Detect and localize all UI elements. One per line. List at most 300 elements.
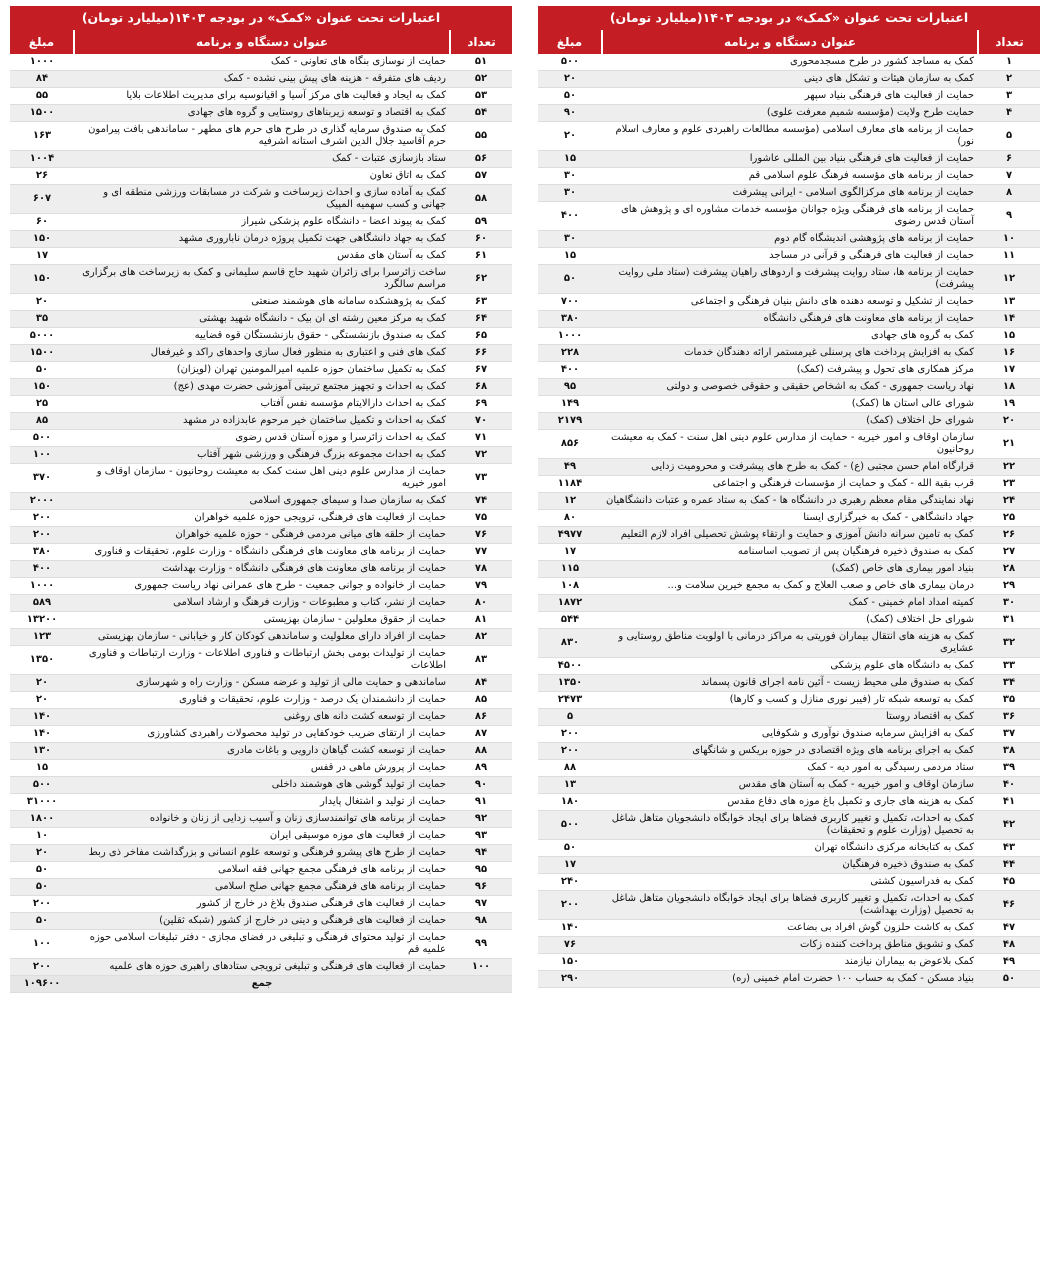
table-row [10, 930, 512, 959]
table-row [538, 920, 1040, 937]
row-count: ۱۶ [978, 345, 1040, 362]
table-row [10, 362, 512, 379]
row-count: ۹۸ [450, 913, 512, 930]
right-table-body [538, 54, 1040, 988]
row-amount: ۱۸۷۲ [538, 595, 602, 612]
row-count: ۲۷ [978, 544, 1040, 561]
row-title: کمک به هزینه های انتقال بیماران فوریتی به مراکز درمانی با اولویت مناطق روستایی و عشایری [602, 629, 978, 658]
row-count: ۸۶ [450, 709, 512, 726]
row-amount: ۸۵ [10, 413, 74, 430]
row-amount: ۱۲۳ [10, 629, 74, 646]
row-title: کمک به دانشگاه های علوم پزشکی [602, 658, 978, 675]
row-amount: ۱۸۰ [538, 794, 602, 811]
table-row [10, 71, 512, 88]
table-row [10, 527, 512, 544]
row-title: ستاد بازسازی عتبات - کمک [74, 151, 450, 168]
table-row [538, 777, 1040, 794]
row-amount: ۵۸۹ [10, 595, 74, 612]
row-title: درمان بیماری های خاص و صعب العلاج و کمک به مجمع خیرین سلامت و... [602, 578, 978, 595]
row-count: ۵۰ [978, 971, 1040, 988]
row-count: ۶۲ [450, 265, 512, 294]
table-row [538, 658, 1040, 675]
row-title: حمایت از برنامه های معاونت های فرهنگی دانشگاه [602, 311, 978, 328]
total-spacer [450, 976, 512, 993]
row-title: حمایت از فعالیت های فرهنگی و تبلیغی ترویجی ستادهای راهبری حوزه های علمیه [74, 959, 450, 976]
row-count: ۷۴ [450, 493, 512, 510]
row-amount: ۸۸ [538, 760, 602, 777]
row-title: کمک به صندوق ملی محیط زیست - آئین نامه اجرای قانون پسماند [602, 675, 978, 692]
row-amount: ۳۵ [10, 311, 74, 328]
row-title: ساخت زائرسرا برای زائران شهید حاج قاسم سلیمانی و کمک به زیرساخت های برگزاری مراسم سالگرد [74, 265, 450, 294]
table-row [10, 88, 512, 105]
row-count: ۵۶ [450, 151, 512, 168]
row-amount: ۴۹۷۷ [538, 527, 602, 544]
row-title: کمک و تشویق مناطق پرداخت کننده زکات [602, 937, 978, 954]
row-count: ۳۴ [978, 675, 1040, 692]
row-amount: ۱۴۰ [538, 920, 602, 937]
row-amount: ۱۰ [10, 828, 74, 845]
table-row [10, 646, 512, 675]
row-count: ۲۸ [978, 561, 1040, 578]
table-row [10, 629, 512, 646]
row-amount: ۵۰ [538, 88, 602, 105]
row-amount: ۸۰ [538, 510, 602, 527]
table-row [10, 811, 512, 828]
row-title: حمایت از برنامه های پژوهشی اندیشگاه گام دوم [602, 231, 978, 248]
row-amount: ۲۰۰ [10, 527, 74, 544]
row-amount: ۱۰۰ [10, 447, 74, 464]
header-amount: مبلغ [10, 30, 74, 54]
row-amount: ۱۱۵ [538, 561, 602, 578]
row-title: بنیاد امور بیماری های خاص (کمک) [602, 561, 978, 578]
row-amount: ۱۵۰ [10, 379, 74, 396]
header-title: عنوان دستگاه و برنامه [602, 30, 978, 54]
table-row [538, 476, 1040, 493]
row-count: ۹۶ [450, 879, 512, 896]
table-row [538, 294, 1040, 311]
row-amount: ۵۰ [538, 265, 602, 294]
row-title: کمک به جهاد دانشگاهی جهت تکمیل پروژه درمان ناباروری مشهد [74, 231, 450, 248]
left-table [10, 6, 512, 993]
table-row [538, 629, 1040, 658]
row-title: حمایت از تولید و اشتغال پایدار [74, 794, 450, 811]
row-count: ۱۱ [978, 248, 1040, 265]
row-count: ۴۰ [978, 777, 1040, 794]
table-row [538, 413, 1040, 430]
left-table-header-row [10, 30, 512, 54]
table-row [538, 379, 1040, 396]
row-title: کمک به فدراسیون کشتی [602, 874, 978, 891]
row-amount: ۲۴۰ [538, 874, 602, 891]
right-table-header-row [538, 30, 1040, 54]
table-row [10, 510, 512, 527]
header-title: عنوان دستگاه و برنامه [74, 30, 450, 54]
row-amount: ۵۰۰ [10, 430, 74, 447]
row-count: ۵۲ [450, 71, 512, 88]
table-row [10, 612, 512, 629]
table-row [538, 692, 1040, 709]
row-title: حمایت از حقوق معلولین - سازمان بهزیستی [74, 612, 450, 629]
row-amount: ۱۴۰ [10, 709, 74, 726]
row-count: ۶۴ [450, 311, 512, 328]
row-title: حمایت از برنامه ها، ستاد روایت پیشرفت و اردوهای راهیان پیشرفت (ستاد ملی روایت پیشرفت) [602, 265, 978, 294]
row-count: ۵۹ [450, 214, 512, 231]
row-amount: ۱۰۰۴ [10, 151, 74, 168]
table-row [10, 709, 512, 726]
row-amount: ۲۰ [10, 692, 74, 709]
row-title: کمک به کاشت حلزون گوش افراد بی بضاعت [602, 920, 978, 937]
row-amount: ۱۳۵۰ [538, 675, 602, 692]
row-title: کمک به احداث، تکمیل و تغییر کاربری فضاها برای ایجاد خوابگاه دانشجویان متاهل شاغل به تحصیل (وزارت بهداشت) [602, 891, 978, 920]
row-amount: ۴۰۰ [10, 561, 74, 578]
row-amount: ۹۰ [538, 105, 602, 122]
row-title: شورای حل اختلاف (کمک) [602, 612, 978, 629]
row-amount: ۱۰۰ [10, 930, 74, 959]
row-title: کمک به صندوق بازنشستگی - حقوق بازنشستگان قوه قضاییه [74, 328, 450, 345]
row-count: ۹۵ [450, 862, 512, 879]
row-count: ۷۲ [450, 447, 512, 464]
row-amount: ۵۰ [10, 879, 74, 896]
row-count: ۴۳ [978, 840, 1040, 857]
row-count: ۲۶ [978, 527, 1040, 544]
row-count: ۶۶ [450, 345, 512, 362]
total-label: جمع [74, 976, 450, 993]
row-amount: ۸۴ [10, 71, 74, 88]
row-count: ۵ [978, 122, 1040, 151]
row-amount: ۷۶ [538, 937, 602, 954]
row-count: ۳۹ [978, 760, 1040, 777]
table-row [10, 328, 512, 345]
row-count: ۴۶ [978, 891, 1040, 920]
row-count: ۷۰ [450, 413, 512, 430]
table-row [10, 777, 512, 794]
row-amount: ۱۷ [538, 857, 602, 874]
row-count: ۱ [978, 54, 1040, 71]
table-row [10, 794, 512, 811]
table-row [10, 105, 512, 122]
table-row [538, 857, 1040, 874]
table-row [10, 54, 512, 71]
row-title: حمایت از فعالیت های فرهنگی صندوق بلاغ در خارج از کشور [74, 896, 450, 913]
table-row [538, 493, 1040, 510]
table-row [538, 954, 1040, 971]
row-title: حمایت از برنامه های مؤسسه فرهنگ علوم اسلامی قم [602, 168, 978, 185]
table-row [538, 168, 1040, 185]
row-title: کمک به اقتصاد و توسعه زیربناهای روستایی و گروه های جهادی [74, 105, 450, 122]
row-amount: ۳۰ [538, 231, 602, 248]
row-count: ۹۷ [450, 896, 512, 913]
table-row [10, 959, 512, 976]
row-amount: ۲۹۰ [538, 971, 602, 988]
row-title: جهاد دانشگاهی - کمک به خبرگزاری ایسنا [602, 510, 978, 527]
row-title: حمایت از فعالیت های فرهنگی، ترویجی حوزه علمیه خواهران [74, 510, 450, 527]
table-row [538, 726, 1040, 743]
header-amount: مبلغ [538, 30, 602, 54]
table-row [10, 151, 512, 168]
row-amount: ۵۰ [10, 913, 74, 930]
table-row [538, 459, 1040, 476]
table-row [10, 168, 512, 185]
row-count: ۷۹ [450, 578, 512, 595]
row-title: قرب بقیة الله - کمک و حمایت از مؤسسات فرهنگی و اجتماعی [602, 476, 978, 493]
row-count: ۲۳ [978, 476, 1040, 493]
row-title: حمایت از دانشمندان یک درصد - وزارت علوم، تحقیقات و فناوری [74, 692, 450, 709]
row-count: ۹ [978, 202, 1040, 231]
row-amount: ۱۳۰ [10, 743, 74, 760]
row-amount: ۵۰ [538, 840, 602, 857]
row-count: ۲۰ [978, 413, 1040, 430]
right-table-title: اعتبارات تحت عنوان «کمک» در بودجه ۱۴۰۳(میلیارد تومان) [538, 6, 1040, 30]
table-row [10, 862, 512, 879]
row-count: ۱۴ [978, 311, 1040, 328]
table-row [10, 248, 512, 265]
row-count: ۷۵ [450, 510, 512, 527]
row-title: مرکز همکاری های تحول و پیشرفت (کمک) [602, 362, 978, 379]
row-amount: ۵۴۴ [538, 612, 602, 629]
row-title: کمک به اقتصاد روستا [602, 709, 978, 726]
row-count: ۷۶ [450, 527, 512, 544]
table-row [10, 493, 512, 510]
row-amount: ۱۵ [10, 760, 74, 777]
table-row [538, 362, 1040, 379]
row-amount: ۲۰۰ [538, 743, 602, 760]
row-amount: ۱۸۰۰ [10, 811, 74, 828]
row-amount: ۳۰ [538, 168, 602, 185]
table-row [538, 595, 1040, 612]
row-amount: ۲۰۰ [538, 726, 602, 743]
row-count: ۴۵ [978, 874, 1040, 891]
table-row [10, 913, 512, 930]
row-amount: ۱۳۵۰ [10, 646, 74, 675]
table-row [538, 88, 1040, 105]
table-row [10, 345, 512, 362]
row-count: ۳۳ [978, 658, 1040, 675]
row-count: ۴۹ [978, 954, 1040, 971]
row-title: حمایت از توسعه کشت دانه های روغنی [74, 709, 450, 726]
row-amount: ۵۰ [10, 862, 74, 879]
row-amount: ۱۴۹ [538, 396, 602, 413]
table-row [10, 578, 512, 595]
row-title: نهاد ریاست جمهوری - کمک به اشخاص حقیقی و حقوقی خصوصی و دولتی [602, 379, 978, 396]
row-title: کمک های فنی و اعتباری به منظور فعال سازی واحدهای راکد و غیرفعال [74, 345, 450, 362]
table-row [10, 214, 512, 231]
table-row [10, 675, 512, 692]
table-row [10, 896, 512, 913]
row-count: ۷۳ [450, 464, 512, 493]
row-amount: ۱۰۰۰ [10, 54, 74, 71]
row-title: حمایت طرح ولایت (مؤسسه شمیم معرفت علوی) [602, 105, 978, 122]
row-title: شورای حل اختلاف (کمک) [602, 413, 978, 430]
row-title: حمایت از فعالیت های فرهنگی و قرآنی در مساجد [602, 248, 978, 265]
row-title: حمایت از فعالیت های فرهنگی بنیاد بین المللی عاشورا [602, 151, 978, 168]
table-row [538, 612, 1040, 629]
table-row [10, 879, 512, 896]
table-row [538, 840, 1040, 857]
row-amount: ۲۲۸ [538, 345, 602, 362]
row-count: ۶۰ [450, 231, 512, 248]
row-count: ۵۷ [450, 168, 512, 185]
row-count: ۶ [978, 151, 1040, 168]
table-row [538, 561, 1040, 578]
left-table-title: اعتبارات تحت عنوان «کمک» در بودجه ۱۴۰۳(میلیارد تومان) [10, 6, 512, 30]
row-amount: ۳۰ [538, 185, 602, 202]
row-amount: ۷۰۰ [538, 294, 602, 311]
row-title: حمایت از برنامه های توانمندسازی زنان و آسیب زدایی از زنان و خانواده [74, 811, 450, 828]
row-count: ۸۱ [450, 612, 512, 629]
row-amount: ۳۷۰ [10, 464, 74, 493]
row-title: حمایت از تولید محتوای فرهنگی و تبلیغی در فضای مجازی - دفتر تبلیغات اسلامی حوزه علمیه قم [74, 930, 450, 959]
row-title: کمک بلاعوض به بیماران نیازمند [602, 954, 978, 971]
row-amount: ۳۱۰۰۰ [10, 794, 74, 811]
row-count: ۶۱ [450, 248, 512, 265]
row-title: حمایت از توسعه کشت گیاهان دارویی و باغات مادری [74, 743, 450, 760]
row-title: حمایت از طرح های پیشرو فرهنگی و توسعه علوم انسانی و بزرگداشت مفاخر ذی ربط [74, 845, 450, 862]
row-title: کمک به احداث و تجهیز مجتمع تربیتی آموزشی حضرت مهدی (عج) [74, 379, 450, 396]
row-count: ۵۸ [450, 185, 512, 214]
row-amount: ۲۴۷۳ [538, 692, 602, 709]
row-amount: ۲۰ [10, 675, 74, 692]
row-amount: ۱۵۰۰ [10, 105, 74, 122]
row-amount: ۱۱۸۴ [538, 476, 602, 493]
table-row [538, 185, 1040, 202]
row-amount: ۱۵۰ [538, 954, 602, 971]
row-title: حمایت از تولید گوشی های هوشمند داخلی [74, 777, 450, 794]
table-row [10, 743, 512, 760]
row-count: ۴۴ [978, 857, 1040, 874]
row-title: کمک به ایجاد و فعالیت های مرکز آسیا و اقیانوسیه برای مدیریت اطلاعات بلایا [74, 88, 450, 105]
table-row [538, 760, 1040, 777]
row-title: سازمان اوقاف و امور خیریه - حمایت از مدارس علوم دینی اهل سنت - کمک به معیشت روحانیون [602, 430, 978, 459]
row-title: کمک به احداث مجموعه بزرگ فرهنگی و ورزشی شهر آفتاب [74, 447, 450, 464]
row-count: ۴۸ [978, 937, 1040, 954]
row-amount: ۵۰ [10, 362, 74, 379]
row-amount: ۵۰۰ [538, 54, 602, 71]
row-count: ۸۵ [450, 692, 512, 709]
table-row [538, 743, 1040, 760]
row-count: ۲۴ [978, 493, 1040, 510]
row-title: حمایت از تشکیل و توسعه دهنده های دانش بنیان فرهنگی و اجتماعی [602, 294, 978, 311]
row-title: حمایت از پرورش ماهی در قفس [74, 760, 450, 777]
row-title: کمک به مساجد کشور در طرح مسجدمحوری [602, 54, 978, 71]
row-title: کمک به احداث و تکمیل ساختمان خیر مرحوم عابدزاده در مشهد [74, 413, 450, 430]
row-title: سازمان اوقاف و امور خیریه - کمک به آستان های مقدس [602, 777, 978, 794]
table-row [10, 265, 512, 294]
row-title: کمیته امداد امام خمینی - کمک [602, 595, 978, 612]
table-row [538, 396, 1040, 413]
total-value: ۱۰۹۶۰۰ [10, 976, 74, 993]
table-row [10, 464, 512, 493]
row-title: کمک به تامین سرانه دانش آموزی و حمایت و ارتقاء پوشش تحصیلی افراد لازم التعلیم [602, 527, 978, 544]
row-title: کمک به افزایش سرمایه صندوق نوآوری و شکوفایی [602, 726, 978, 743]
row-title: حمایت از فعالیت های فرهنگی بنیاد سپهر [602, 88, 978, 105]
table-row [538, 891, 1040, 920]
row-title: کمک به اجرای برنامه های ویژه اقتصادی در حوزه بریکس و شانگهای [602, 743, 978, 760]
row-count: ۸۷ [450, 726, 512, 743]
row-amount: ۱۷ [10, 248, 74, 265]
table-row [10, 845, 512, 862]
table-row [538, 202, 1040, 231]
row-count: ۶۸ [450, 379, 512, 396]
row-amount: ۲۱۷۹ [538, 413, 602, 430]
row-amount: ۲۰ [538, 71, 602, 88]
table-row [538, 527, 1040, 544]
left-panel [10, 6, 512, 993]
row-count: ۵۵ [450, 122, 512, 151]
row-amount: ۶۰ [10, 214, 74, 231]
table-row [10, 294, 512, 311]
row-count: ۳۲ [978, 629, 1040, 658]
row-title: حمایت از برنامه های معارف اسلامی (مؤسسه مطالعات راهبردی علوم و معارف اسلام نور) [602, 122, 978, 151]
row-title: کمک به مرکز معین رشته ای ان بیک - دانشگاه شهید بهشتی [74, 311, 450, 328]
row-amount: ۱۰۰۰ [10, 578, 74, 595]
row-amount: ۶۰۷ [10, 185, 74, 214]
row-amount: ۱۳۲۰۰ [10, 612, 74, 629]
row-amount: ۲۰ [538, 122, 602, 151]
row-title: کمک به احداث دارالایتام مؤسسه نفس آفتاب [74, 396, 450, 413]
table-row [10, 544, 512, 561]
row-title: حمایت از برنامه های معاونت های فرهنگی دانشگاه - وزارت بهداشت [74, 561, 450, 578]
row-title: کمک به توسعه شبکه تار (فیبر نوری منازل و کسب و کارها) [602, 692, 978, 709]
row-title: حمایت از حلقه های میانی مردمی فرهنگی - حوزه علمیه خواهران [74, 527, 450, 544]
row-amount: ۹۵ [538, 379, 602, 396]
table-row [538, 345, 1040, 362]
row-title: حمایت از برنامه های فرهنگی ویژه جوانان مؤسسه خدمات مشاوره ای و پژوهش های آستان قدس رضوی [602, 202, 978, 231]
row-amount: ۵۰۰ [10, 777, 74, 794]
row-count: ۸۲ [450, 629, 512, 646]
row-amount: ۸۳۰ [538, 629, 602, 658]
row-title: کمک به کتابخانه مرکزی دانشگاه تهران [602, 840, 978, 857]
row-title: کمک به پژوهشکده سامانه های هوشمند صنعتی [74, 294, 450, 311]
row-count: ۹۰ [450, 777, 512, 794]
row-amount: ۱۵۰۰ [10, 345, 74, 362]
row-amount: ۱۵۰ [10, 231, 74, 248]
row-count: ۶۹ [450, 396, 512, 413]
row-count: ۳۵ [978, 692, 1040, 709]
row-count: ۳۰ [978, 595, 1040, 612]
row-title: حمایت از نشر، کتاب و مطبوعات - وزارت فرهنگ و ارشاد اسلامی [74, 595, 450, 612]
row-count: ۵۳ [450, 88, 512, 105]
table-row [538, 937, 1040, 954]
table-row [10, 561, 512, 578]
row-amount: ۱۵۰ [10, 265, 74, 294]
row-count: ۳۱ [978, 612, 1040, 629]
table-row [538, 971, 1040, 988]
row-title: حمایت از افراد دارای معلولیت و ساماندهی کودکان کار و خیابانی - سازمان بهزیستی [74, 629, 450, 646]
table-row [538, 794, 1040, 811]
row-count: ۱۳ [978, 294, 1040, 311]
row-count: ۱۰۰ [450, 959, 512, 976]
row-title: بنیاد مسکن - کمک به حساب ۱۰۰ حضرت امام خمینی (ره) [602, 971, 978, 988]
row-count: ۲۱ [978, 430, 1040, 459]
row-amount: ۲۰۰ [10, 959, 74, 976]
row-count: ۲۹ [978, 578, 1040, 595]
row-count: ۹۳ [450, 828, 512, 845]
row-amount: ۸۵۶ [538, 430, 602, 459]
header-count: تعداد [978, 30, 1040, 54]
row-count: ۸۰ [450, 595, 512, 612]
table-row [538, 544, 1040, 561]
table-row [538, 105, 1040, 122]
row-count: ۶۷ [450, 362, 512, 379]
table-row [538, 578, 1040, 595]
table-row [10, 231, 512, 248]
table-row [10, 396, 512, 413]
row-title: شورای عالی استان ها (کمک) [602, 396, 978, 413]
total-row [10, 976, 512, 993]
row-amount: ۵۵ [10, 88, 74, 105]
row-count: ۱۲ [978, 265, 1040, 294]
row-title: قرارگاه امام حسن مجتبی (ع) - کمک به طرح های پیشرفت و محرومیت زدایی [602, 459, 978, 476]
